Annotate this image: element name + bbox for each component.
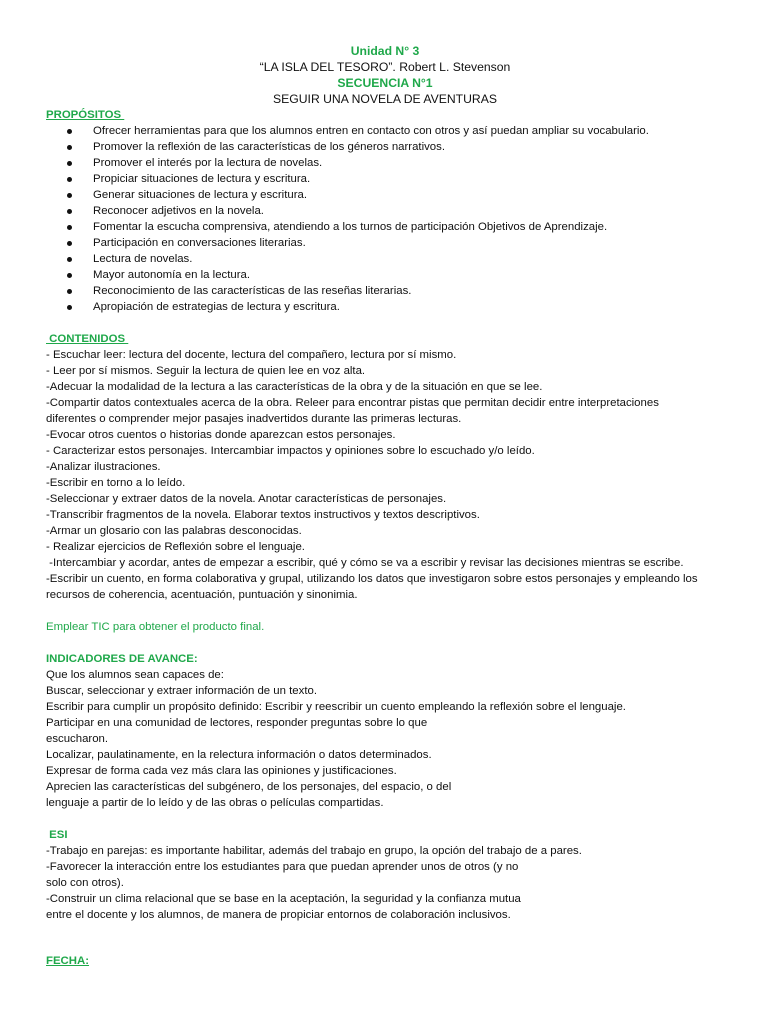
bullet-icon [67,129,72,134]
unit-title: Unidad N° 3 [350,44,420,58]
indicadores-heading: INDICADORES DE AVANCE: [46,653,198,665]
contenido-line: -Seleccionar y extraer datos de la novela. Anotar características de personajes. [46,493,447,505]
contenido-line: -Analizar ilustraciones. [46,461,161,473]
indicadores-list [46,667,736,811]
contenido-line: -Escribir un cuento, en forma colaborativa y grupal, utilizando los datos que investigaron sobre estos personajes y empleando los [46,573,698,585]
sequence-subtitle: SEGUIR UNA NOVELA DE AVENTURAS [273,92,497,106]
list-item: Promover el interés por la lectura de novelas. [46,155,736,171]
bullet-icon [67,225,72,230]
indicador-line: escucharon. [46,733,109,745]
contenido-line: - Realizar ejercicios de Reflexión sobre el lenguaje. [46,541,305,553]
esi-line: entre el docente y los alumnos, de manera de propiciar entornos de colaboración inclusivos. [46,909,511,921]
list-item: Participación en conversaciones literarias. [46,235,736,251]
propositos-list [46,123,736,315]
indicador-line: Escribir para cumplir un propósito definido: Escribir y reescribir un cuento empleando la reflexión sobre el lenguaje. [46,701,626,713]
contenido-line: -Evocar otros cuentos o historias donde aparezcan estos personajes. [46,429,396,441]
indicador-line: Localizar, paulatinamente, en la relectura información o datos determinados. [46,749,432,761]
list-item: Reconocimiento de las características de las reseñas literarias. [46,283,736,299]
contenido-line: diferentes o comprender mejor pasajes inadvertidos durante las primeras lecturas. [46,413,462,425]
fecha-label: FECHA: [46,955,90,967]
bullet-icon [67,257,72,262]
indicador-line: Aprecien las características del subgénero, de los personajes, del espacio, o del [46,781,452,793]
indicador-line: Buscar, seleccionar y extraer información de un texto. [46,685,317,697]
list-item: Mayor autonomía en la lectura. [46,267,736,283]
list-item: Propiciar situaciones de lectura y escritura. [46,171,736,187]
contenido-line: -Intercambiar y acordar, antes de empezar a escribir, qué y cómo se va a escribir y revisar las decisiones mientras se escribe. [46,557,684,569]
list-item: Lectura de novelas. [46,251,736,267]
list-item: Promover la reflexión de las características de los géneros narrativos. [46,139,736,155]
list-item: Apropiación de estrategias de lectura y escritura. [46,299,736,315]
esi-list [46,843,736,923]
esi-line: -Construir un clima relacional que se base en la aceptación, la seguridad y la confianza mutua [46,893,521,905]
contenido-line: recursos de coherencia, acentuación, puntuación y sinonimia. [46,589,358,601]
bullet-icon [67,193,72,198]
bullet-icon [67,289,72,294]
tic-note: Emplear TIC para obtener el producto final. [46,621,265,633]
indicador-line: Expresar de forma cada vez más clara las opiniones y justificaciones. [46,765,397,777]
contenido-line: -Escribir en torno a lo leído. [46,477,186,489]
list-item: Reconocer adjetivos en la novela. [46,203,736,219]
propositos-heading: PROPÓSITOS [46,109,125,121]
list-item: Fomentar la escucha comprensiva, atendiendo a los turnos de participación Objetivos de Aprendizaje. [46,219,736,235]
contenido-line: - Caracterizar estos personajes. Intercambiar impactos y opiniones sobre lo escuchado y/o leído. [46,445,535,457]
book-title: “LA ISLA DEL TESORO”. Robert L. Stevenson [259,60,511,74]
contenido-line: -Transcribir fragmentos de la novela. Elaborar textos instructivos y textos descriptivos. [46,509,480,521]
bullet-icon [67,145,72,150]
esi-heading: ESI [46,829,68,841]
list-item: Ofrecer herramientas para que los alumnos entren en contacto con otros y así puedan ampliar su vocabulario. [46,123,736,139]
contenidos-list [46,347,736,603]
esi-line: solo con otros). [46,877,124,889]
contenido-line: -Compartir datos contextuales acerca de la obra. Releer para encontrar pistas que permitan decidir entre interpretaciones [46,397,659,409]
bullet-icon [67,273,72,278]
contenido-line: - Escuchar leer: lectura del docente, lectura del compañero, lectura por sí mismo. [46,349,457,361]
contenido-line: -Armar un glosario con las palabras desconocidas. [46,525,302,537]
indicador-line: Que los alumnos sean capaces de: [46,669,224,681]
bullet-icon [67,305,72,310]
bullet-icon [67,209,72,214]
bullet-icon [67,177,72,182]
contenidos-heading: CONTENIDOS [46,333,129,345]
bullet-icon [67,241,72,246]
bullet-icon [67,161,72,166]
esi-line: -Trabajo en parejas: es importante habilitar, además del trabajo en grupo, la opción del trabajo de a pares. [46,845,582,857]
indicador-line: lenguaje a partir de lo leído y de las obras o películas compartidas. [46,797,384,809]
list-item: Generar situaciones de lectura y escritura. [46,187,736,203]
contenido-line: - Leer por sí mismos. Seguir la lectura de quien lee en voz alta. [46,365,366,377]
esi-line: -Favorecer la interacción entre los estudiantes para que puedan aprender unos de otros (y no [46,861,519,873]
document-page [46,43,736,969]
sequence-title: SECUENCIA N°1 [337,76,433,90]
indicador-line: Participar en una comunidad de lectores, responder preguntas sobre lo que [46,717,428,729]
contenido-line: -Adecuar la modalidad de la lectura a las características de la obra y de la situación en que se lee. [46,381,543,393]
